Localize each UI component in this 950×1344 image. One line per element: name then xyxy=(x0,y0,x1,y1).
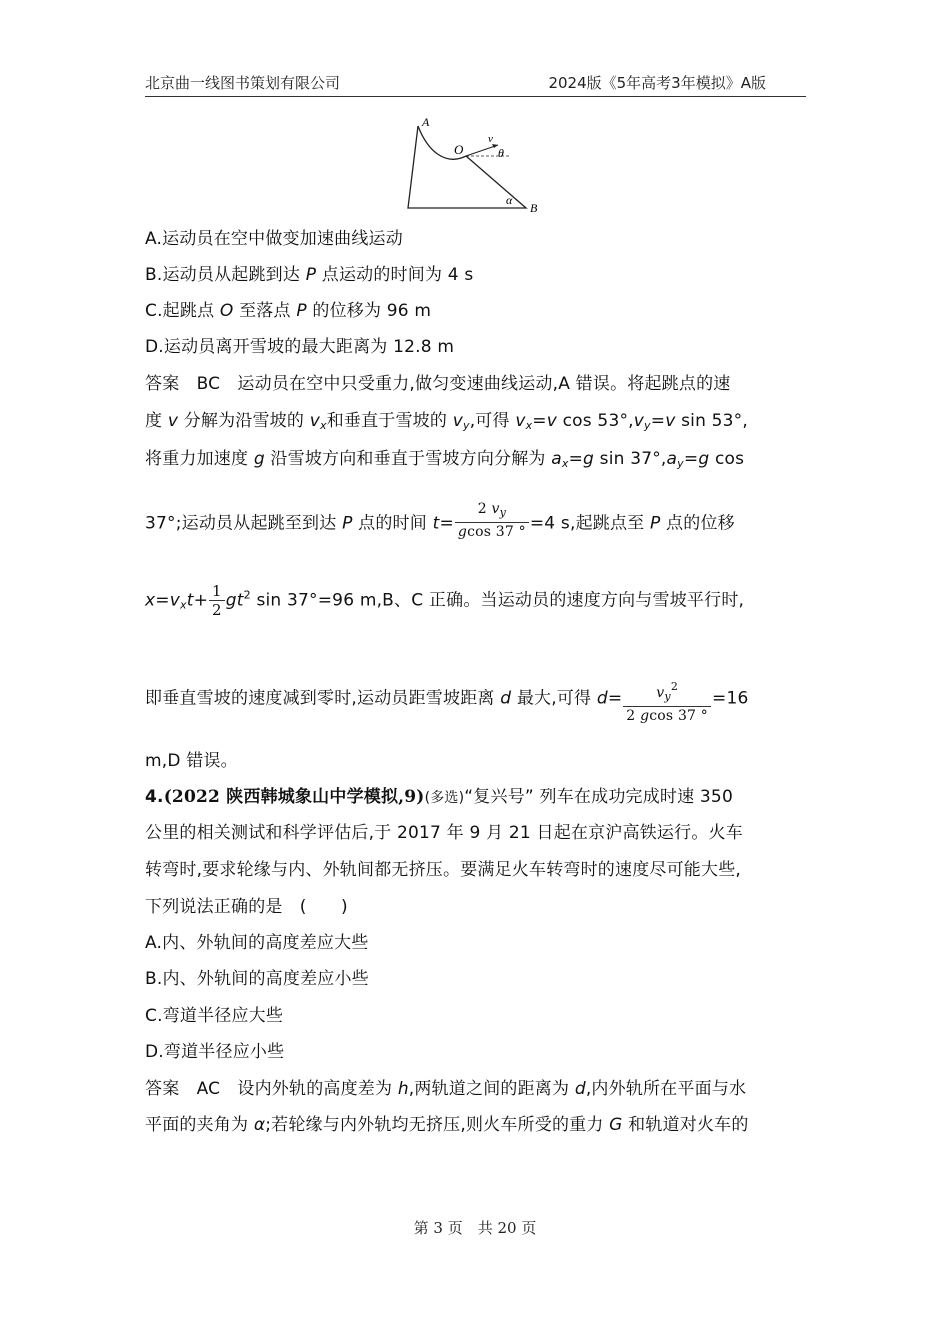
q4-stem-line-2: 公里的相关测试和科学评估后,于 2017 年 9 月 21 日起在京沪高铁运行。火车 xyxy=(145,823,743,843)
q4-answer-line-1: 答案 AC 设内外轨的高度差为 h,两轨道之间的距离为 d,内外轨所在平面与水 xyxy=(145,1079,747,1099)
q3-answer-line-7: m,D 错误。 xyxy=(145,751,238,771)
header-publisher: 北京曲一线图书策划有限公司 xyxy=(145,74,341,92)
half-fraction: $\frac{1}{2}$ xyxy=(209,582,225,619)
distance-fraction: $\frac{v_y^2}{2 gcos 37 ^\circ}$ xyxy=(623,678,711,725)
q4-option-d: D.弯道半径应小些 xyxy=(145,1042,285,1062)
time-fraction: $\frac{2 v_y}{gcos 37 ^\circ}$ xyxy=(455,500,529,541)
label-theta: θ xyxy=(498,146,504,160)
label-a: A xyxy=(422,115,430,129)
q3-answer-line-1: 答案 BC 运动员在空中只受重力,做匀变速曲线运动,A 错误。将起跳点的速 xyxy=(145,374,731,394)
q3-option-a: A.运动员在空中做变加速曲线运动 xyxy=(145,229,403,249)
label-v: v xyxy=(488,133,493,145)
q3-option-b: B.运动员从起跳到达 P 点运动的时间为 4 s xyxy=(145,265,474,285)
q4-stem-line-1: 4.(2022 陕西韩城象山中学模拟,9)(多选)“复兴号” 列车在成功完成时速 350 xyxy=(145,787,733,807)
q4-option-c: C.弯道半径应大些 xyxy=(145,1006,284,1026)
page-footer: 第 3 页 共 20 页 xyxy=(413,1219,537,1237)
ski-slope-diagram xyxy=(400,112,550,220)
label-b: B xyxy=(530,201,538,215)
q4-answer-line-2: 平面的夹角为 α;若轮缘与内外轨均无挤压,则火车所受的重力 G 和轨道对火车的 xyxy=(145,1115,749,1135)
label-o: O xyxy=(454,142,464,157)
velocity-arrow xyxy=(466,145,498,156)
label-alpha: α xyxy=(506,193,513,207)
q4-stem-line-4: 下列说法正确的是 ( ) xyxy=(145,897,348,917)
q3-answer-line-2: 度 v 分解为沿雪坡的 $v_x$和垂直于雪坡的 $v_y$,可得 $v_x=v$ $\cos 53^\circ,v_y=v$ sin 53°, xyxy=(145,411,748,432)
q3-answer-line-6: 即垂直雪坡的速度减到零时,运动员距雪坡距离 d 最大,可得 d= $\frac{v_y^2}{2 gcos 37 ^\circ}$ =16 xyxy=(145,680,749,724)
q3-option-c: C.起跳点 O 至落点 P 的位移为 96 m xyxy=(145,301,432,321)
header-book-title: 2024版《5年高考3年模拟》A版 xyxy=(548,74,766,92)
q3-answer-line-4: 37°;运动员从起跳至到达 P 点的时间 t= $\frac{2 v_y}{gcos 37 ^\circ}$ =4 s,起跳点至 P 点的位移 xyxy=(145,501,735,540)
q3-answer-line-5: $x=v_xt+$ $\frac{1}{2}$ $gt^2$ sin 37°=96 m,B、C 正确。当运动员的速度方向与雪坡平行时, xyxy=(145,582,745,619)
q3-answer-line-3: 将重力加速度 g 沿雪坡方向和垂直于雪坡方向分解为 $a_x=g$ $\sin 37^\circ,a_y=g$ cos xyxy=(145,449,745,470)
q3-option-d: D.运动员离开雪坡的最大距离为 12.8 m xyxy=(145,337,455,357)
q4-stem-line-3: 转弯时,要求轮缘与内、外轨间都无挤压。要满足火车转弯时的速度尽可能大些, xyxy=(145,860,742,880)
page-header xyxy=(145,70,806,97)
q4-option-a: A.内、外轨间的高度差应大些 xyxy=(145,933,369,953)
q4-option-b: B.内、外轨间的高度差应小些 xyxy=(145,969,369,989)
